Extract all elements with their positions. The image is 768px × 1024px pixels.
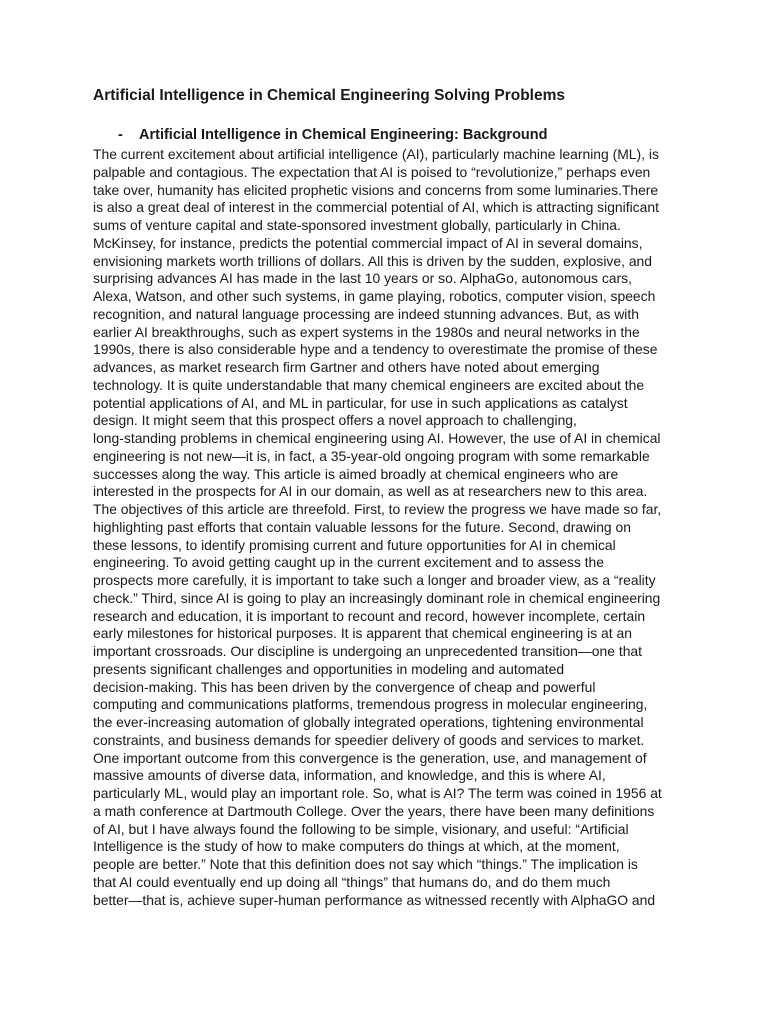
paragraph-line: research and education, it is important to recount and record, however incomplete, certain — [93, 607, 646, 624]
paragraph-line: 1990s, there is also considerable hype and a tendency to overestimate the promise of these — [93, 341, 658, 358]
paragraph-line: surprising advances AI has made in the last 10 years or so. AlphaGo, autonomous cars, — [93, 270, 632, 287]
paragraph-line: advances, as market research firm Gartner and others have noted about emerging — [93, 359, 600, 375]
paragraph-line: successes along the way. This article is aimed broadly at chemical engineers who are — [93, 465, 619, 482]
paragraph-line: the ever-increasing automation of globally integrated operations, tightening environmental — [93, 714, 644, 730]
paragraph-line: is also a great deal of interest in the commercial potential of AI, which is attracting significant — [93, 199, 659, 216]
paragraph-line: One important outcome from this convergence is the generation, use, and management of — [93, 749, 647, 766]
paragraph-line: highlighting past efforts that contain valuable lessons for the future. Second, drawing on — [93, 518, 631, 535]
paragraph-line: important crossroads. Our discipline is undergoing an unprecedented transition—one that — [93, 643, 642, 659]
document-title: Artificial Intelligence in Chemical Engineering Solving Problems — [93, 87, 565, 104]
paragraph-line: check.” Third, since AI is going to play an increasingly dominant role in chemical engineering — [93, 589, 661, 606]
paragraph-line: engineering is not new—it is, in fact, a 35-year-old ongoing program with some remarkable — [93, 447, 650, 464]
paragraph-line: McKinsey, for instance, predicts the potential commercial impact of AI in several domains, — [93, 234, 643, 251]
paragraph-line: Intelligence is the study of how to make computers do things at which, at the moment, — [93, 838, 620, 855]
paragraph-line: people are better.” Note that this definition does not say which “things.” The implication is — [93, 856, 638, 872]
paragraph-line: earlier AI breakthroughs, such as expert systems in the 1980s and neural networks in the — [93, 323, 640, 340]
paragraph-line: The current excitement about artificial intelligence (AI), particularly machine learning (ML), is — [93, 146, 659, 162]
paragraph-line: prospects more carefully, it is important to take such a longer and broader view, as a “reality — [93, 572, 656, 588]
paragraph-line: palpable and contagious. The expectation that AI is poised to “revolutionize,” perhaps even — [93, 163, 651, 180]
paragraph-line: Alexa, Watson, and other such systems, in game playing, robotics, computer vision, speech — [93, 288, 656, 304]
paragraph-line: decision-making. This has been driven by the convergence of cheap and powerful — [93, 678, 596, 695]
paragraph-line: better—that is, achieve super-human performance as witnessed recently with AlphaGO and — [93, 891, 656, 908]
paragraph-line: long-standing problems in chemical engineering using AI. However, the use of AI in chemical — [93, 430, 661, 446]
paragraph-line: recognition, and natural language processing are indeed stunning advances. But, as with — [93, 305, 639, 322]
paragraph-line: early milestones for historical purposes. It is apparent that chemical engineering is at an — [93, 625, 632, 642]
body-paragraph — [93, 146, 678, 909]
section-heading-text: Artificial Intelligence in Chemical Engineering: Background — [139, 127, 548, 143]
paragraph-line: take over, humanity has elicited prophetic visions and concerns from some luminaries.There — [93, 181, 659, 198]
paragraph-line: that AI could eventually end up doing all “things” that humans do, and do them much — [93, 873, 611, 890]
paragraph-line: presents significant challenges and opportunities in modeling and automated — [93, 660, 565, 677]
paragraph-line: design. It might seem that this prospect offers a novel approach to challenging, — [93, 412, 577, 429]
paragraph-line: sums of venture capital and state-sponsored investment globally, particularly in China. — [93, 217, 621, 233]
paragraph-line: a math conference at Dartmouth College. Over the years, there have been many definitions — [93, 802, 655, 819]
paragraph-line: envisioning markets worth trillions of dollars. All this is driven by the sudden, explosive, and — [93, 252, 652, 269]
paragraph-line: technology. It is quite understandable that many chemical engineers are excited about the — [93, 376, 645, 393]
paragraph-line: particularly ML, would play an important role. So, what is AI? The term was coined in 1956 at — [93, 785, 662, 801]
paragraph-line: of AI, but I have always found the following to be simple, visionary, and useful: “Artificial — [93, 820, 629, 837]
bullet-marker: - — [118, 127, 123, 143]
paragraph-line: these lessons, to identify promising current and future opportunities for AI in chemical — [93, 536, 616, 553]
paragraph-line: constraints, and business demands for speedier delivery of goods and services to market. — [93, 731, 645, 748]
paragraph-line: massive amounts of diverse data, information, and knowledge, and this is where AI, — [93, 767, 606, 784]
paragraph-line: potential applications of AI, and ML in particular, for use in such applications as catalyst — [93, 394, 628, 411]
paragraph-line: interested in the prospects for AI in our domain, as well as at researchers new to this area. — [93, 483, 648, 500]
paragraph-line: engineering. To avoid getting caught up in the current excitement and to assess the — [93, 554, 604, 571]
paragraph-line: The objectives of this article are threefold. First, to review the progress we have made so far, — [93, 501, 662, 517]
paragraph-line: computing and communications platforms, tremendous progress in molecular engineering, — [93, 696, 648, 713]
section-heading — [118, 126, 548, 144]
